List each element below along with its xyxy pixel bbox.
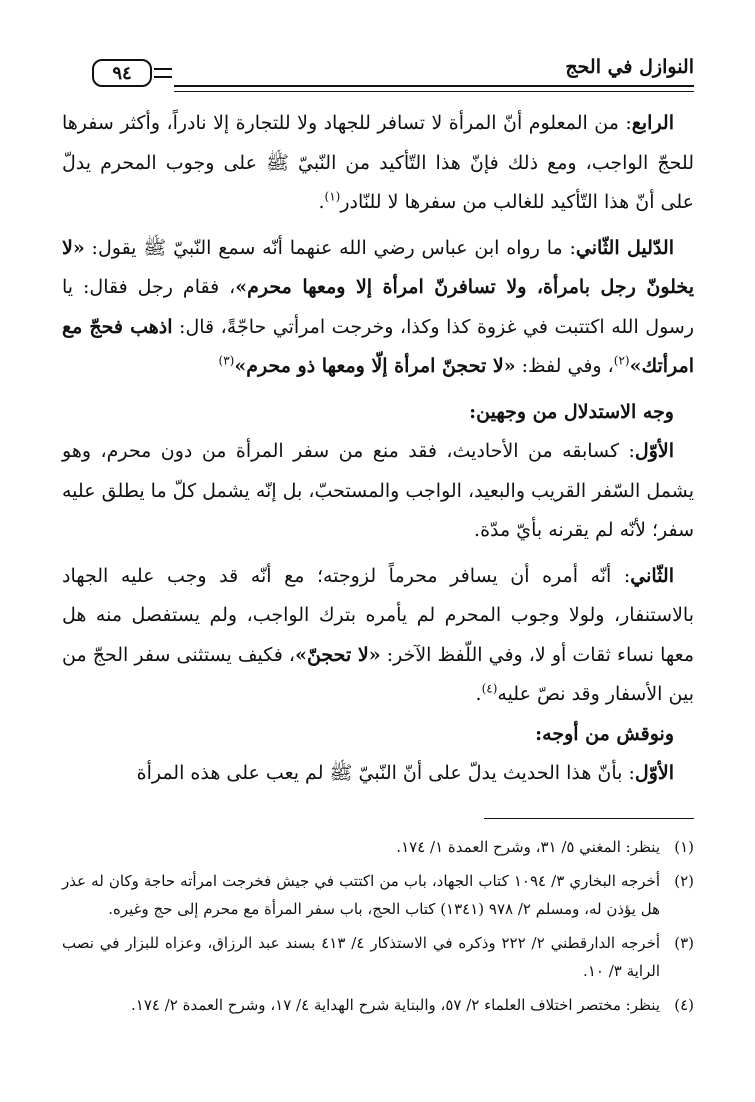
section-heading	[62, 393, 694, 433]
paragraph-second-evidence	[62, 229, 694, 387]
footnote-number: (٣)	[674, 933, 694, 952]
paragraph-label: الأوّل	[634, 762, 674, 784]
paragraph-fourth	[62, 104, 694, 223]
paragraph-first-objection	[62, 754, 694, 794]
header-rule	[174, 85, 694, 92]
page-number-ornament	[62, 58, 172, 88]
book-page	[62, 40, 694, 1080]
footnote-number: (١)	[674, 837, 694, 856]
footnote-text: ينظر: مختصر اختلاف العلماء ٢/ ٥٧، والبناية شرح الهداية ٤/ ١٧، وشرح العمدة ٢/ ١٧٤.	[131, 995, 660, 1014]
footnote	[62, 991, 694, 1019]
hadith-quote: «لا يخلونّ رجل بامرأة، ولا تسافرنّ امرأة إلا ومعها محرم»	[62, 236, 694, 298]
footnote-number: (٤)	[674, 995, 694, 1014]
heading-text: ونوقش من أوجه:	[535, 722, 674, 745]
hadith-quote: «لا تحجنّ امرأة إلّا ومعها ذو محرم»	[234, 355, 516, 377]
paragraph-text: ، فقام رجل فقال: يا رسول الله اكتتبت في غزوة كذا وكذا، وخرجت امرأتي حاجّةً، قال:	[62, 276, 694, 338]
section-heading	[62, 715, 694, 755]
paragraph-text: ، فكيف يستثنى سفر الحجّ من بين الأسفار وقد نصّ عليه	[62, 643, 694, 705]
paragraph-end: .	[318, 191, 325, 213]
paragraph-label: الثّاني	[630, 564, 674, 587]
paragraph-text: : ما رواه ابن عباس رضي الله عنهما أنّه سمع النّبيّ ﷺ يقول:	[84, 236, 576, 259]
footnote	[62, 867, 694, 923]
hadith-quote: اذهب فحجّ مع امرأتك»	[62, 315, 694, 377]
footnotes	[62, 833, 694, 1019]
footnote-text: أخرجه الدارقطني ٢/ ٢٢٢ وذكره في الاستذكار ٤/ ٤١٣ بسند عبد الرزاق، وعزاه للبزار في نصب الراية ٣/ ١٠.	[62, 933, 661, 980]
paragraph-label: الأوّل	[634, 440, 674, 462]
footnote	[62, 833, 694, 861]
paragraph-text: ، وفي لفظ:	[515, 355, 614, 377]
main-text	[62, 104, 694, 794]
paragraph-text: : كسابقه من الأحاديث، فقد منع من سفر المرأة من دون محرم، وهو يشمل السّفر القريب والبعيد، الواجب والمستحبّ، بل إنّه يشمل كلّ ما يطلق عليه سفر؛ لأنّه لم يقرنه بأيّ مدّة.	[62, 440, 694, 541]
paragraph-end: .	[475, 683, 482, 705]
footnote	[62, 929, 694, 985]
paragraph-text: : بأنّ هذا الحديث يدلّ على أنّ النّبيّ ﷺ لم يعب على هذه المرأة	[136, 762, 635, 784]
hadith-quote: «لا تحجنّ»	[295, 643, 381, 666]
footnote-text: أخرجه البخاري ٣/ ١٠٩٤ كتاب الجهاد، باب من اكتتب في جيش فخرجت امرأته حاجة وكان له عذر هل يؤذن له، ومسلم ٢/ ٩٧٨ (١٣٤١) كتاب الحج، باب سفر المرأة مع محرم إلى حج وغيره.	[62, 871, 661, 918]
page-header	[62, 40, 694, 96]
footnote-ref: (٢)	[613, 353, 630, 368]
paragraph-text: : من المعلوم أنّ المرأة لا تسافر للجهاد ولا للتجارة إلا نادراً، وأكثر سفرها للحجّ الواجب، ومع ذلك فإنّ هذا التّأكيد من النّبيّ ﷺ على وجوب المحرم يدلّ على أنّ هذا التّأكيد للغالب من سفرها لا للنّادر	[62, 112, 694, 213]
ornament-rule	[154, 68, 172, 78]
paragraph-label: الدّليل الثّاني	[575, 236, 674, 259]
footnote-text: ينظر: المغني ٥/ ٣١، وشرح العمدة ١/ ١٧٤.	[396, 837, 660, 856]
footnote-ref: (٤)	[481, 681, 498, 696]
footnote-number: (٢)	[674, 871, 694, 890]
heading-text: وجه الاستدلال من وجهين:	[469, 400, 674, 423]
paragraph-first-aspect	[62, 432, 694, 551]
footnote-ref: (١)	[324, 189, 341, 204]
footnote-divider	[484, 818, 694, 819]
paragraph-text: : أنّه أمره أن يسافر محرماً لزوجته؛ مع أنّه قد وجب عليه الجهاد بالاستنفار، ولولا وجوب المحرم لم يأمره بترك الواجب، ولم يستفصل منه هل معها نساء ثقات أو لا، وفي اللّفظ الآخر:	[62, 564, 694, 666]
paragraph-label: الرابع	[631, 112, 674, 134]
page-number: ٩٤	[92, 59, 152, 87]
running-title: النوازل في الحج	[565, 56, 694, 78]
paragraph-second-aspect	[62, 557, 694, 715]
footnote-ref: (٣)	[218, 353, 235, 368]
